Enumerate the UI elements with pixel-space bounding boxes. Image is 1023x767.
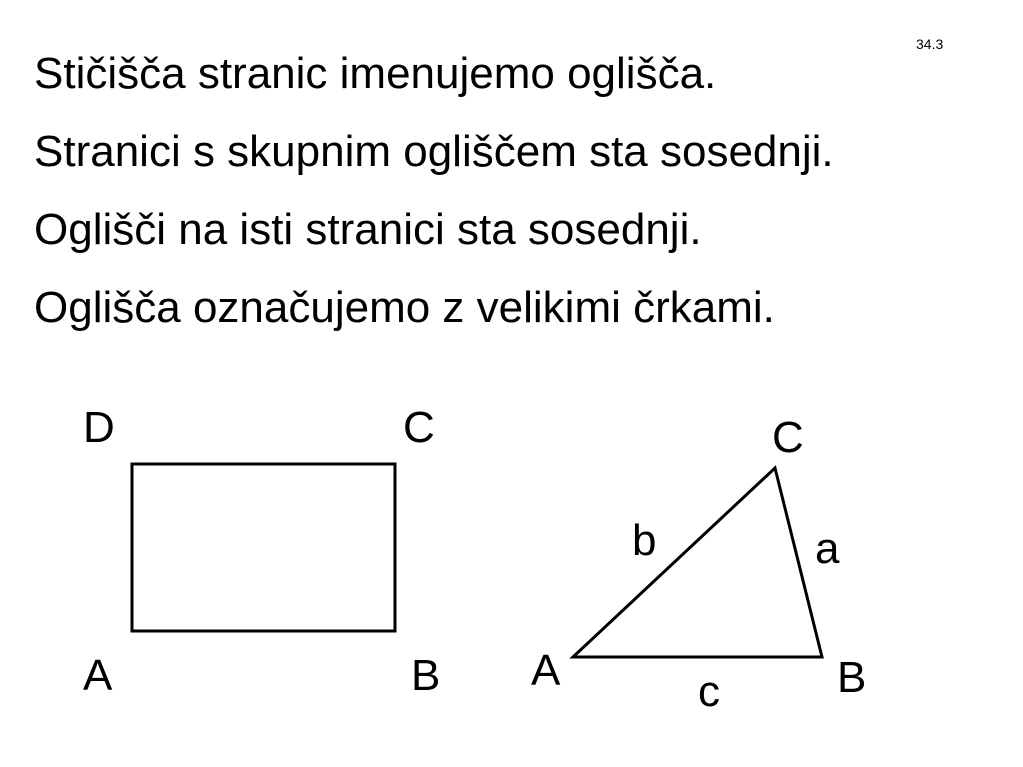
rectangle-shape [132,464,395,631]
rectangle-vertex-a: A [83,651,113,700]
triangle-shape [573,468,822,657]
triangle-figure [531,413,866,716]
rectangle-vertex-c: C [403,403,435,452]
definition-line-2: Stranici s skupnim ogliščem sta sosednji. [34,127,834,176]
definition-line-4: Oglišča označujemo z velikimi črkami. [34,283,775,332]
triangle-side-c: c [698,667,720,716]
triangle-side-b: b [632,516,657,565]
triangle-vertex-c: C [772,413,804,462]
definition-line-3: Oglišči na isti stranici sta sosednji. [34,205,702,254]
rectangle-vertex-d: D [83,403,115,452]
triangle-vertex-a: A [531,646,561,695]
rectangle-vertex-b: B [411,651,441,700]
definition-line-1: Stičišča stranic imenujemo oglišča. [34,49,717,98]
rectangle-figure [83,403,440,700]
triangle-side-a: a [815,524,840,573]
slide-number: 34.3 [916,36,944,52]
triangle-vertex-b: B [837,653,867,702]
